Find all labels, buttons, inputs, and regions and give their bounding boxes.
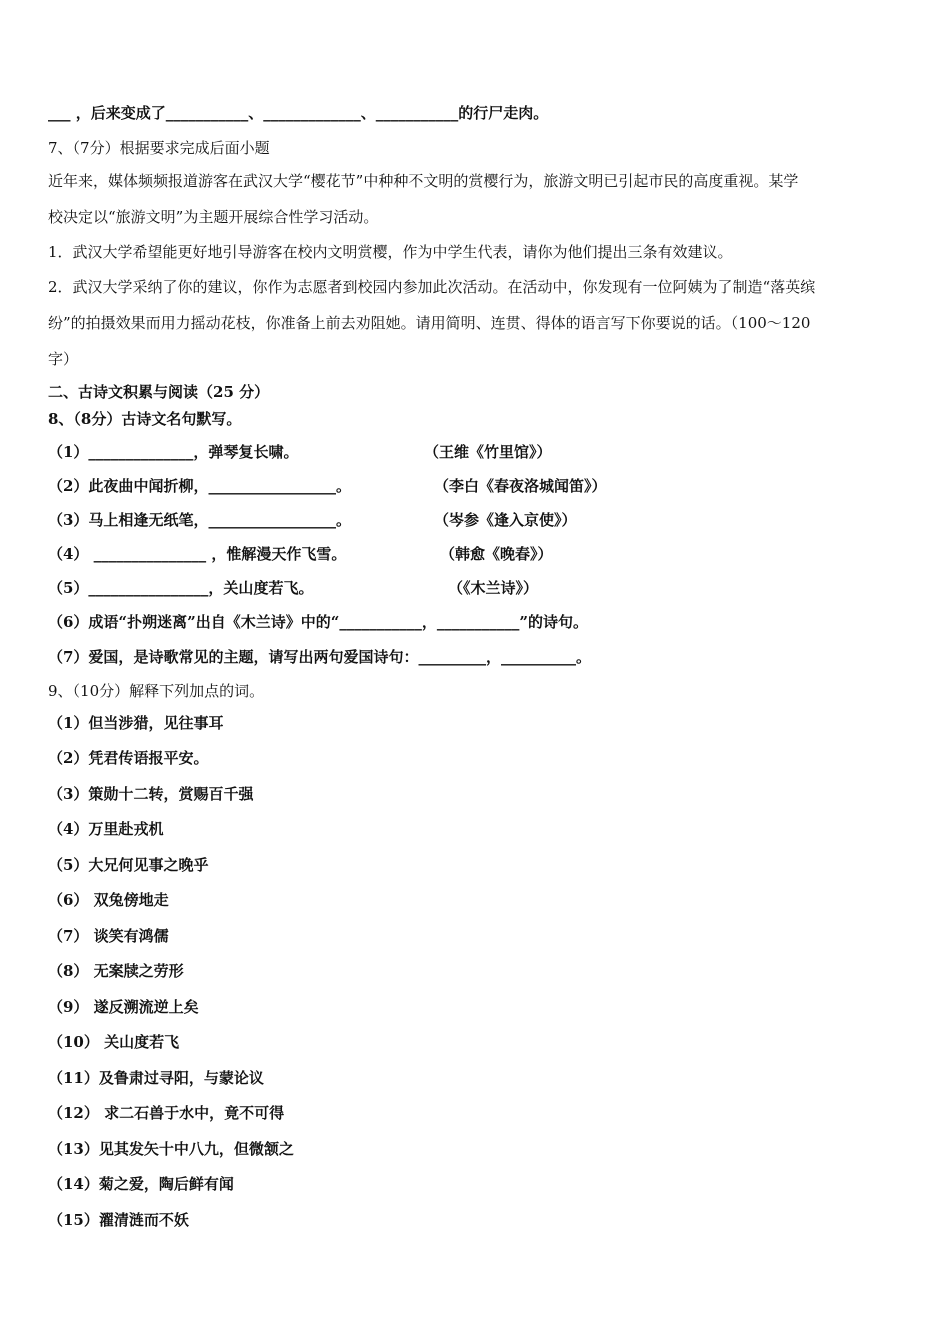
item-source: （韩愈《晚春》） [440, 545, 553, 563]
item-text: （5）________________，关山度若飞。 [48, 579, 314, 597]
question-8-item-5 [48, 578, 539, 598]
question-9-item: （6） 双兔傍地走 [48, 891, 169, 909]
question-8-item-3 [48, 510, 577, 530]
item-text: （1）______________，弹琴复长啸。 [48, 443, 299, 461]
question-8-item-2 [48, 476, 607, 496]
question-9-item: （12） 求二石兽于水中，竟不可得 [48, 1104, 285, 1122]
item-source: （王维《竹里馆》） [424, 443, 552, 461]
question-9-item: （11）及鲁肃过寻阳，与蒙论议 [48, 1069, 264, 1087]
item-source: （《木兰诗》） [448, 579, 539, 597]
section-2-title: 二、古诗文积累与阅读（25 分） [48, 383, 270, 401]
question-9-item: （13）见其发矢十中八九，但微颔之 [48, 1140, 294, 1158]
fill-in-line: ___ ，后来变成了___________、_____________、___________的行尸走肉。 [48, 104, 549, 122]
question-9-item: （4）万里赴戎机 [48, 820, 164, 838]
question-7-item-2-line-1: 2．武汉大学采纳了你的建议，你作为志愿者到校园内参加此次活动。在活动中，你发现有一位阿姨为了制造“落英缤 [48, 278, 816, 296]
question-9-item: （8） 无案牍之劳形 [48, 962, 184, 980]
question-9-item: （14）菊之爱，陶后鲜有闻 [48, 1175, 234, 1193]
question-7-header: 7、（7分）根据要求完成后面小题 [48, 139, 270, 157]
question-8-header: 8、（8分）古诗文名句默写。 [48, 410, 242, 428]
question-9-item: （15）濯清涟而不妖 [48, 1211, 189, 1229]
question-8-item-1 [48, 442, 552, 462]
question-9-item: （9） 遂反溯流逆上矣 [48, 998, 199, 1016]
item-text: （2）此夜曲中闻折柳，_________________。 [48, 477, 351, 495]
question-9-item: （2）凭君传语报平安。 [48, 749, 209, 767]
question-9-header: 9、（10分）解释下列加点的词。 [48, 682, 265, 700]
question-7-intro-line-2: 校决定以“旅游文明”为主题开展综合性学习活动。 [48, 208, 379, 226]
question-9-item: （7） 谈笑有鸿儒 [48, 927, 169, 945]
item-source: （岑参《逢入京使》） [434, 511, 577, 529]
question-9-item: （5）大兄何见事之晚乎 [48, 856, 209, 874]
question-9-item: （1）但当涉猎，见往事耳 [48, 714, 224, 732]
question-7-intro-line-1: 近年来，媒体频频报道游客在武汉大学“樱花节”中种种不文明的赏樱行为，旅游文明已引起市民的高度重视。某学 [48, 172, 799, 190]
question-9-item: （10） 关山度若飞 [48, 1033, 180, 1051]
item-source: （李白《春夜洛城闻笛》） [434, 477, 607, 495]
question-8-item-7: （7）爱国，是诗歌常见的主题，请写出两句爱国诗句：_________，__________。 [48, 648, 591, 666]
question-8-item-6: （6）成语“扑朔迷离”出自《木兰诗》中的“___________，___________”的诗句。 [48, 613, 588, 631]
item-text: （3）马上相逢无纸笔，_________________。 [48, 511, 351, 529]
question-7-item-2-line-3: 字） [48, 350, 79, 368]
question-7-item-2-line-2: 纷”的拍摄效果而用力摇动花枝，你准备上前去劝阻她。请用简明、连贯、得体的语言写下你要说的话。（100～120 [48, 314, 811, 332]
question-7-item-1: 1．武汉大学希望能更好地引导游客在校内文明赏樱，作为中学生代表，请你为他们提出三条有效建议。 [48, 243, 733, 261]
question-8-item-4 [48, 544, 553, 564]
item-text: （4） _______________ ，惟解漫天作飞雪。 [48, 545, 347, 563]
question-9-item: （3）策勋十二转，赏赐百千强 [48, 785, 254, 803]
